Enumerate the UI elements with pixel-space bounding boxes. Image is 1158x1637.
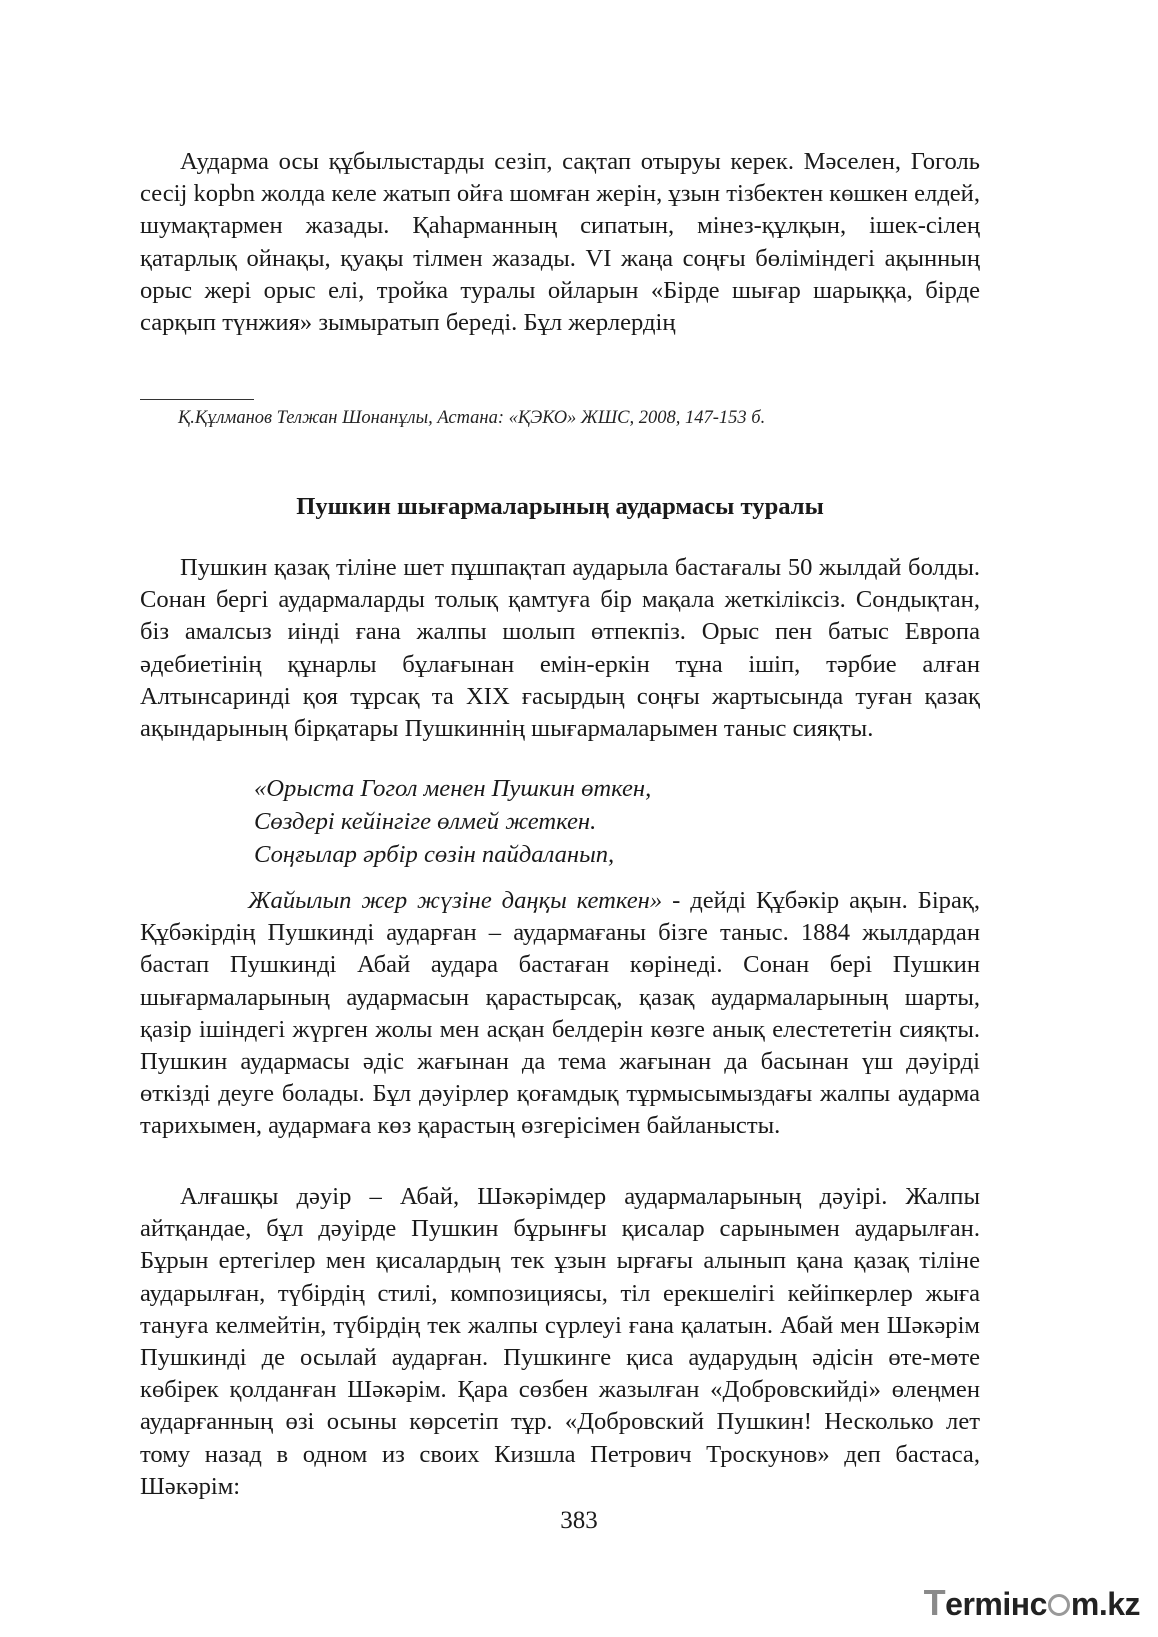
watermark-o-circle-icon — [1048, 1594, 1070, 1616]
page-number: 383 — [560, 1507, 598, 1534]
footnote: Қ.Құлманов Телжан Шонанұлы, Астана: «ҚЭКО» ЖШС, 2008, 147-153 б. — [178, 408, 766, 428]
footnote-divider — [140, 399, 254, 400]
verse-line-4: Жайылып жер жүзіне даңқы кеткен» - — [248, 887, 681, 914]
verse-quote — [254, 772, 651, 871]
verse-line-2: Сөздері кейінгіге өлмей жеткен. — [254, 808, 597, 835]
watermark-text-part2: m.kz — [1070, 1586, 1140, 1622]
site-watermark — [923, 1582, 1140, 1623]
paragraph-2: Пушкин қазақ тіліне шет пұшпақтап аударыла бастағалы 50 жылдай болды. Сонан бергі аудармаларды толық қамтуға бір мақала жеткіліксіз. Сондықтан, біз амалсыз иінді ғана жалпы шолып өтпекпіз. Орыс пен батыс Европа әдебиетінің құнарлы бұлағынан емін-еркін тұна ішіп, тәрбие алған Алтынсаринді қоя тұрсақ та XIX ғасырдың соңғы жартысында туған қазақ ақындарының бірқатары Пушкиннің шығармаларымен таныс сияқты. — [140, 554, 980, 743]
verse-line-1: «Орыста Гогол менен Пушкин өткен, — [254, 775, 652, 802]
verse-line-3: Соңғылар әрбір сөзін пайдаланып, — [254, 841, 615, 868]
paragraph-1: Аударма осы құбылыстарды сезіп, сақтап отыруы керек. Мәселен, Гоголь сесіј kорbn жолда келе жатып ойға шомған жерін, ұзын тізбектен көшкен елдей, шумақтармен жазады. Қаһарманның сипатын, мінез-құлқын, ішек-сілең қатарлық ойнақы, қуақы тілмен жазады. VI жаңа соңғы бөліміндегі ақынның орыс жері орыс елі, тройка туралы ойларын «Бірде шығар шарыққа, бірде сарқып түнжия» зымыратып береді. Бұл жерлердің — [140, 148, 980, 337]
watermark-letter-t: T — [923, 1582, 946, 1623]
paragraph-4: Алғашқы дәуір – Абай, Шәкәрімдер аудармаларының дәуірі. Жалпы айтқандае, бұл дәуірде Пушкин бұрынғы қисалар сарынымен аударылған. Бұрын ертегілер мен қисалардың тек ұзын ырғағы алынып қана қазақ тіліне аударылған, түбірдің стилі, композициясы, тіл ерекшелігі кейіпкерлер жыға тануға келмейтін, түбірдің тек жалпы сүрлеуі ғана қалатын. Абай мен Шәкәрім Пушкинді де осылай аударған. Пушкинге қиса аударудың әдісін өте-мөте көбірек қолданған Шәкәрім. Қара сөзбен жазылған «Добровскийді» өлеңмен аударғанның өзі осыны көрсетіп тұр. «Добровский Пушкин! Несколько лет тому назад в одном из своих Кизшла Петрович Троскунов» деп бастаса, Шәкәрім: — [140, 1183, 980, 1500]
paragraph-3 — [140, 885, 980, 1143]
paragraph-3-text: дейді Құбәкір ақын. Бірақ, Құбәкірдің Пушкинді аударған – аудармағаны бізге таныс. 1884 жылдардан бастап Пушкинді Абай аудара бастаған көрінеді. Сонан бері Пушкин шығармаларының аудармасын қарастырсақ, қазақ аудармаларының шарты, қазір ішіндегі жүрген жолы мен асқан белдерін көзге анық елестететін сияқты. Пушкин аудармасы әдіс жағынан да тема жағынан да басынан үш дәуірді өткізді деуге болады. Бұл дәуірлер қоғамдық тұрмысымыздағы жалпы аударма тарихымен, аудармаға көз қарастың өзгерісімен байланысты. — [140, 887, 980, 1140]
watermark-text-part1: ermінc — [945, 1586, 1047, 1622]
section-title: Пушкин шығармаларының аудармасы туралы — [296, 493, 824, 520]
